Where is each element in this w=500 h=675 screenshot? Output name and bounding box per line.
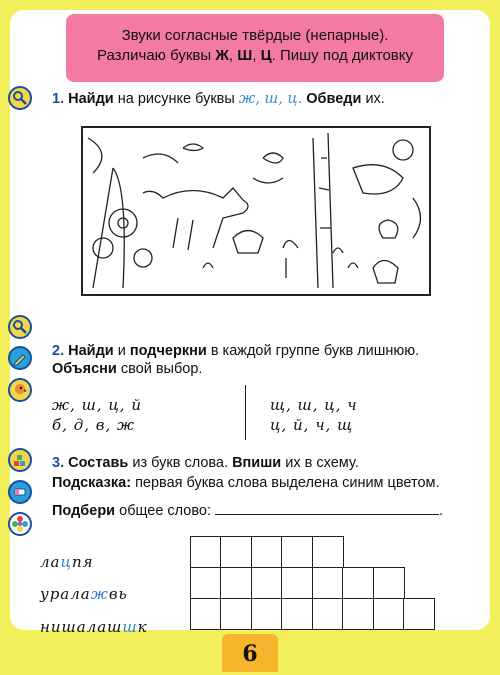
page-number: 6 <box>222 634 278 672</box>
letter-group-left-1[interactable]: ж, ш, ц, й <box>52 396 142 414</box>
scrambled-word-1: лацпя <box>40 553 94 571</box>
grid-cell[interactable] <box>190 598 222 630</box>
word-grid-row-2 <box>191 567 405 599</box>
grid-cell[interactable] <box>220 598 252 630</box>
letter-group-right-2[interactable]: ц, й, ч, щ <box>270 416 354 434</box>
task1-text: 1. Найди на рисунке буквы ж, ш, ц. Обведи их. <box>52 91 385 107</box>
grid-cell[interactable] <box>342 598 374 630</box>
forest-illustration[interactable] <box>81 126 431 296</box>
task2-text-line1: 2. Найди и подчеркни в каждой группе букв лишнюю. <box>52 343 420 359</box>
task3-hint: Подсказка: первая буква слова выделена синим цветом. <box>52 475 440 491</box>
grid-cell[interactable] <box>373 598 405 630</box>
grid-cell[interactable] <box>312 567 344 599</box>
group-divider <box>245 385 246 440</box>
letter-group-right-1[interactable]: щ, ш, ц, ч <box>270 396 358 414</box>
grid-cell[interactable] <box>312 598 344 630</box>
grid-cell[interactable] <box>190 567 222 599</box>
word-grid-row-3 <box>191 598 435 630</box>
task3-text-line1: 3. Составь из букв слова. Впиши их в схему. <box>52 455 359 471</box>
answer-blank-line[interactable] <box>215 501 439 515</box>
grid-cell[interactable] <box>403 598 435 630</box>
scrambled-word-3: нишалашшк <box>40 618 148 636</box>
magnifier-icon <box>8 315 32 339</box>
grid-cell[interactable] <box>281 598 313 630</box>
header-line1: Звуки согласные твёрдые (непарные). <box>121 27 389 44</box>
task2-text-line2: Объясни свой выбор. <box>52 361 203 377</box>
grid-cell[interactable] <box>373 567 405 599</box>
grid-cell[interactable] <box>281 567 313 599</box>
flower-icon <box>8 512 32 536</box>
lesson-header <box>66 14 444 82</box>
grid-cell[interactable] <box>220 567 252 599</box>
header-line2: Различаю буквы Ж, Ш, Ц. Пишу под диктовку <box>96 47 413 64</box>
grid-cell[interactable] <box>190 536 222 568</box>
word-grid-row-1 <box>191 536 344 568</box>
grid-cell[interactable] <box>251 536 283 568</box>
eraser-icon <box>8 480 32 504</box>
grid-cell[interactable] <box>281 536 313 568</box>
grid-cell[interactable] <box>312 536 344 568</box>
grid-cell[interactable] <box>251 567 283 599</box>
magnifier-icon <box>8 86 32 110</box>
grid-cell[interactable] <box>342 567 374 599</box>
parrot-icon <box>8 378 32 402</box>
scrambled-word-2: уралажвь <box>40 585 128 603</box>
grid-cell[interactable] <box>251 598 283 630</box>
grid-cell[interactable] <box>220 536 252 568</box>
letter-group-left-2[interactable]: б, д, в, ж <box>52 416 136 434</box>
pencil-icon <box>8 346 32 370</box>
blocks-icon <box>8 448 32 472</box>
task3-pick-word: Подбери общее слово: . <box>52 503 444 519</box>
